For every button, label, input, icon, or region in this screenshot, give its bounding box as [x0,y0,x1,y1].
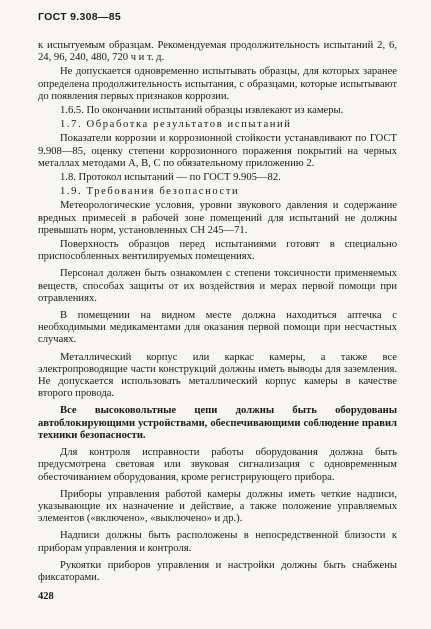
paragraph: Поверхность образцов перед испытаниями готовят в специально приспособленных вентилируемых помещениях. [38,239,397,263]
paragraph: Не допускается одновременно испытывать образцы, для которых заранее определена продолжительность испытания, с образцами, которые испытывают до появления первых признаков коррозии. [38,66,397,102]
section-heading: 1.7. Обработка результатов испытаний [60,119,292,131]
paragraph: 1.6.5. По окончании испытаний образцы извлекают из камеры. [60,105,344,117]
paragraph: Надписи должны быть расположены в непосредственной близости к приборам управления и контроля. [38,530,397,554]
document-body [38,40,397,586]
paragraph: Для контроля исправности работы оборудования должна быть предусмотрена световая или звуковая сигнализация с одновременным обесточиванием оборудования, кроме регистрирующего прибора. [38,447,397,483]
section-heading: 1.9. Требования безопасности [60,186,240,198]
paragraph: В помещении на видном месте должна находиться аптечка с необходимыми медикаментами для оказания первой помощи при несчастных случаях. [38,310,397,346]
paragraph: Рукоятки приборов управления и настройки должны быть снабжены фиксаторами. [38,559,397,583]
paragraph: Металлический корпус или каркас камеры, а также все электропроводящие части конструкций должны иметь выводы для заземления. Не допускается использовать металлический корпус камеры в качестве второго провода. [38,351,397,400]
paragraph: 1.8. Протокол испытаний — по ГОСТ 9.905—82. [60,172,281,184]
paragraph: Все высоковольтные цепи должны быть оборудованы автоблокирующими устройствами, обеспечивающими соблюдение правил техники безопасности. [38,405,397,441]
page-number: 428 [38,591,54,602]
paragraph: к испытуемым образцам. Рекомендуемая продолжительность испытаний 2, 6, 24, 96, 240, 480, 720 ч и т. д. [38,40,397,64]
paragraph: Показатели коррозии и коррозионной стойкости устанавливают по ГОСТ 9.908—85, оценку степени коррозионного поражения покрытий на черных металлах методами А, В, С по обязательному приложению 2. [38,133,397,169]
paragraph: Приборы управления работой камеры должны иметь четкие надписи, указывающие их назначение и действие, а также положение управляемых элементов («включено», «выключено» и др.). [38,488,397,525]
page-header: ГОСТ 9.308—85 [38,11,121,23]
paragraph: Персонал должен быть ознакомлен с степени токсичности применяемых веществ, способах защиты от их воздействия и мерах первой помощи при отравлениях. [38,268,397,304]
paragraph: Метеорологические условия, уровни звукового давления и содержание вредных примесей в рабочей зоне помещений для испытаний не должны превышать норм, установленных СН 245—71. [38,200,397,236]
